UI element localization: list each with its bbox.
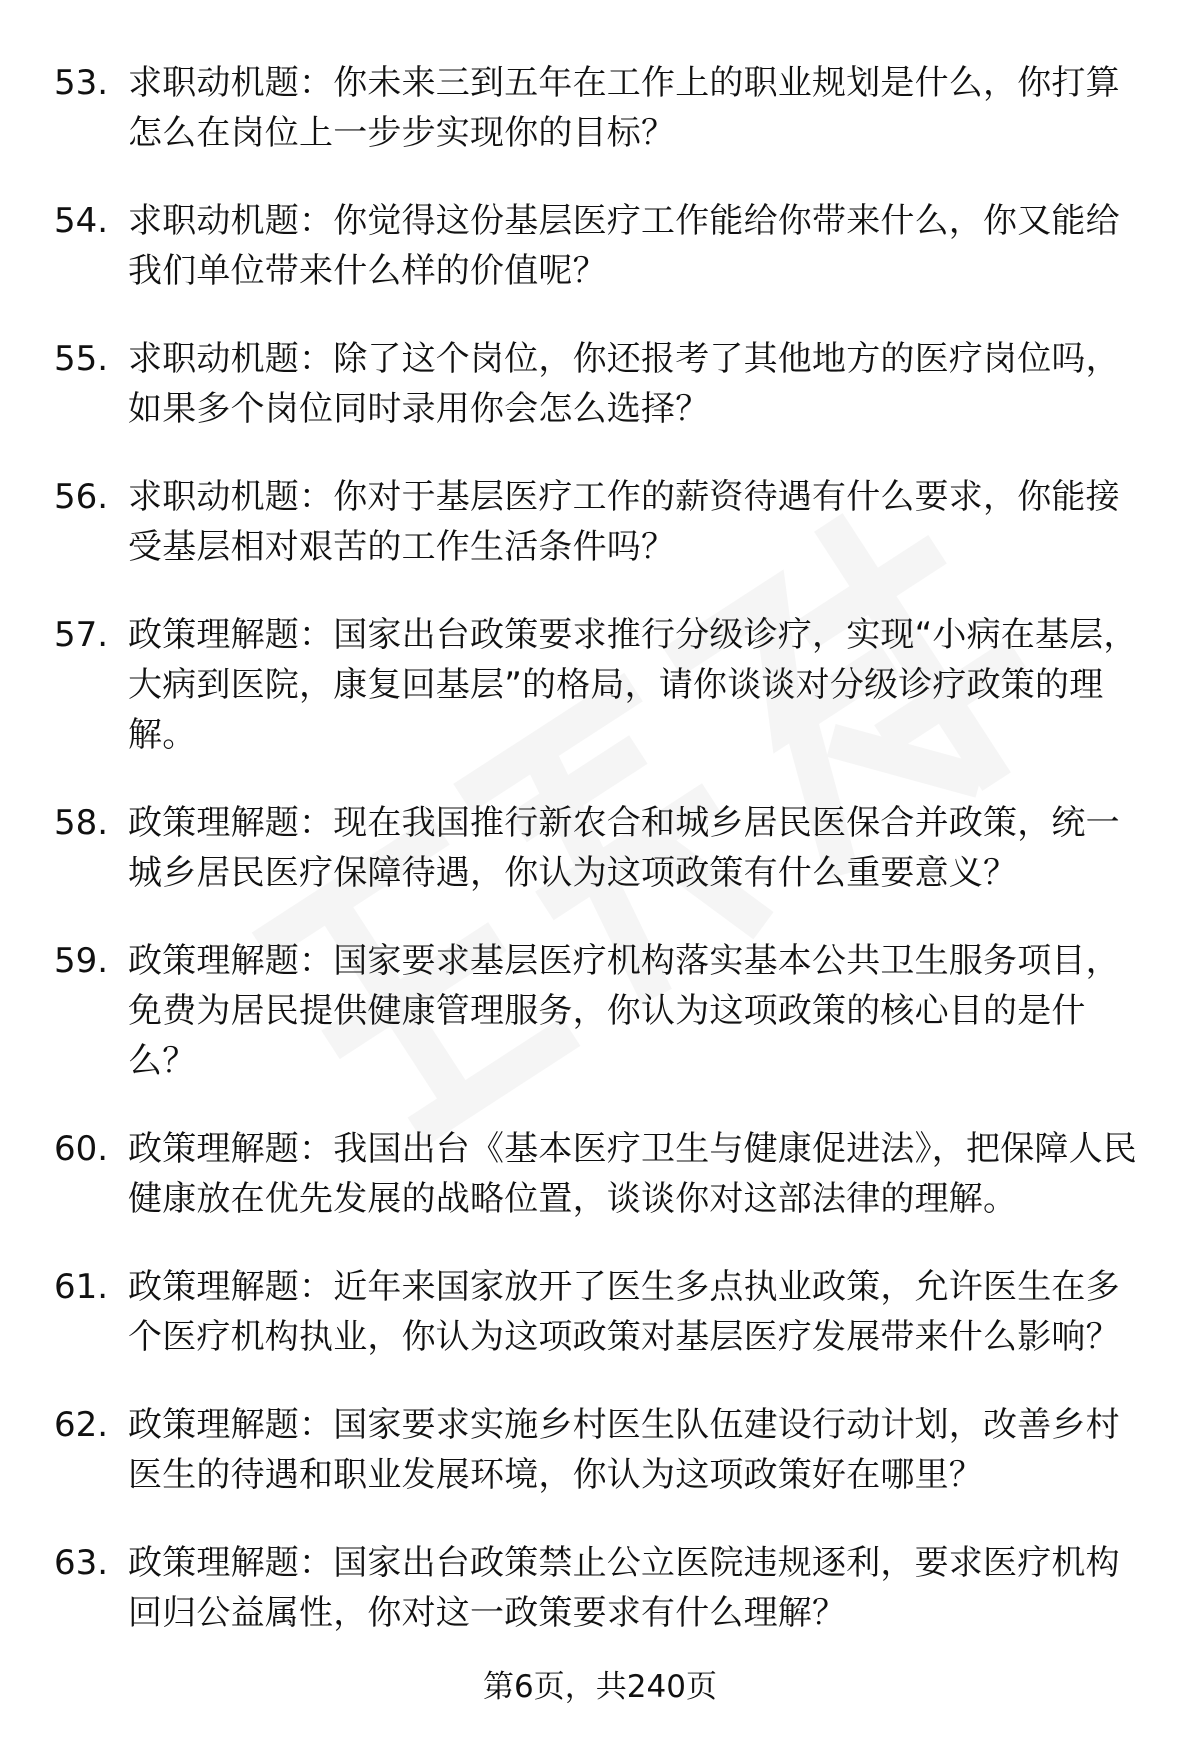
page-footer: 第6页，共240页 [483,1669,717,1705]
question-text: 政策理解题：国家出台政策要求推行分级诊疗，实现“小病在基层，大病到医院，康复回基层”的格局，请你谈谈对分级诊疗政策的理解。 [128,615,1138,755]
question-text: 政策理解题：国家出台政策禁止公立医院违规逐利，要求医疗机构回归公益属性，你对这一政策要求有什么理解？ [128,1543,1120,1633]
question-number: 59. [54,941,109,981]
question-number: 54. [54,201,109,241]
question-list [54,58,1154,1676]
question-number: 63. [54,1543,109,1583]
question-text: 求职动机题：除了这个岗位，你还报考了其他地方的医疗岗位吗，如果多个岗位同时录用你会怎么选择？ [128,339,1120,429]
question-number: 53. [54,63,109,103]
question-number: 55. [54,339,109,379]
question-number: 58. [54,803,109,843]
question-number: 57. [54,615,109,655]
question-text: 政策理解题：现在我国推行新农合和城乡居民医保合并政策，统一城乡居民医疗保障待遇，你认为这项政策有什么重要意义？ [128,803,1120,893]
question-item [54,58,1154,158]
question-number: 61. [54,1267,109,1307]
question-item [54,472,1154,572]
question-text: 求职动机题：你对于基层医疗工作的薪资待遇有什么要求，你能接受基层相对艰苦的工作生活条件吗？ [128,477,1120,567]
question-text: 政策理解题：近年来国家放开了医生多点执业政策，允许医生在多个医疗机构执业，你认为这项政策对基层医疗发展带来什么影响？ [128,1267,1120,1357]
question-item [54,610,1154,760]
question-item [54,1124,1154,1224]
question-text: 政策理解题：国家要求基层医疗机构落实基本公共卫生服务项目，免费为居民提供健康管理服务，你认为这项政策的核心目的是什么？ [128,941,1120,1081]
question-text: 求职动机题：你未来三到五年在工作上的职业规划是什么，你打算怎么在岗位上一步步实现你的目标？ [128,63,1120,153]
question-item [54,1400,1154,1500]
question-item [54,196,1154,296]
question-item [54,334,1154,434]
question-number: 62. [54,1405,109,1445]
question-item [54,1262,1154,1362]
question-item [54,936,1154,1086]
question-item [54,798,1154,898]
question-text: 求职动机题：你觉得这份基层医疗工作能给你带来什么，你又能给我们单位带来什么样的价值呢？ [128,201,1120,291]
question-number: 56. [54,477,109,517]
question-number: 60. [54,1129,109,1169]
question-text: 政策理解题：我国出台《基本医疗卫生与健康促进法》，把保障人民健康放在优先发展的战略位置，谈谈你对这部法律的理解。 [128,1129,1137,1219]
question-text: 政策理解题：国家要求实施乡村医生队伍建设行动计划，改善乡村医生的待遇和职业发展环境，你认为这项政策好在哪里？ [128,1405,1120,1495]
question-item [54,1538,1154,1638]
